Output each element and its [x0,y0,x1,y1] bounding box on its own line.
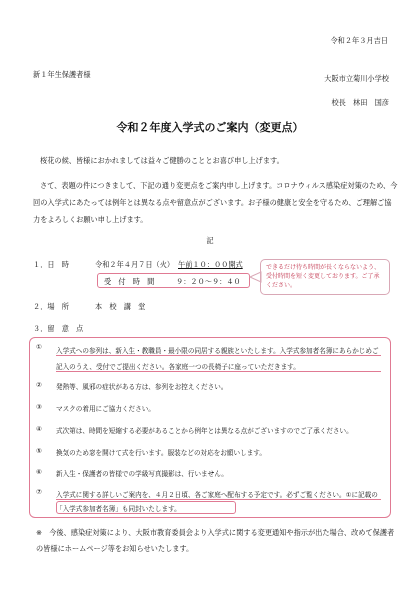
note-3-num: ③ [36,403,42,411]
note-1-text: 入学式への参列は、新入生・教職員・最小限の同居する親族といたします。入学式参加者名簿にあらかじめご記入のうえ、受付でご提出ください。各家庭一つの長椅子に座っていただきます。 [56,347,379,371]
note-1-underline [56,355,381,356]
school-name: 大阪市立菊川小学校 [324,74,389,83]
greeting-paragraph: 桜花の候、皆様におかれましては益々ご健勝のこととお喜び申し上げます。 [40,156,284,165]
principal-name: 校長 林田 国彦 [331,98,389,107]
note-7-highlight [56,501,236,514]
ceremony-date: 令和２年４月７日（火） [95,260,175,269]
ki-heading: 記 [206,236,214,245]
footer-note: ※ 今後、感染症対策により、大阪市教育委員会より入学式に関する変更通知や指示が出た場合、改めて保護者の皆様にホームページ等をお知らせいたします。 [36,528,395,553]
datetime-label: １．日 時 [33,260,69,269]
note-7-underline [56,499,381,500]
notes-label: ３．留 意 点 [33,324,84,333]
note-6-text: 新入生・保護者の皆様での学級写真撮影は、行いません。 [56,470,228,478]
document-date: 令和２年３月吉日 [330,36,388,45]
reception-time: ９：２０～９：４０ [176,277,241,286]
note-5-num: ⑤ [36,447,42,455]
document-title: 令和２年度入学式のご案内（変更点） [116,121,304,134]
note-2-text: 発熱等、風邪の症状がある方は、参列をお控えください。 [56,383,228,391]
note-1-underline-2 [56,371,381,372]
note-7-num: ⑦ [36,488,42,496]
note-4-num: ④ [36,425,42,433]
note-5-text: 換気のため窓を開けて式を行います。服装などの対応をお願いします。 [56,449,266,457]
intro-paragraph: さて、表題の件につきまして、下記の通り変更点をご案内申し上げます。コロナウィルス感染症対策のため、今回の入学式にあたっては例年とは異なる点や留意点がございます。お子様の健康と安全を守るため、ご理解ご協力をよろしくお願い申し上げます。 [33,181,398,224]
note-7-text: 入学式に関する詳しいご案内を、４月２日頃、各ご家庭へ配布する予定です。必ずご覧ください。①に記載の「入学式参加者名簿」も同封いたします。 [56,491,378,513]
note-6-num: ⑥ [36,468,42,476]
recipient: 新１年生保護者様 [33,70,91,79]
note-3-text: マスクの着用にご協力ください。 [56,405,155,413]
note-4-text: 式次第は、時間を短縮する必要があることから例年とは異なる点がございますのでご了承ください。 [56,427,353,435]
callout-note: できるだけ待ち時間が長くならないよう、受付時間を短く変更しております。ご了承ください。 [260,259,390,295]
note-1-num: ① [36,343,42,351]
ceremony-time: 午前１０：００開式 [178,260,243,269]
place-value: 本 校 講 堂 [95,302,146,311]
note-2-num: ② [36,381,42,389]
reception-label: 受 付 時 間 [104,277,155,286]
place-label: ２．場 所 [33,302,69,311]
